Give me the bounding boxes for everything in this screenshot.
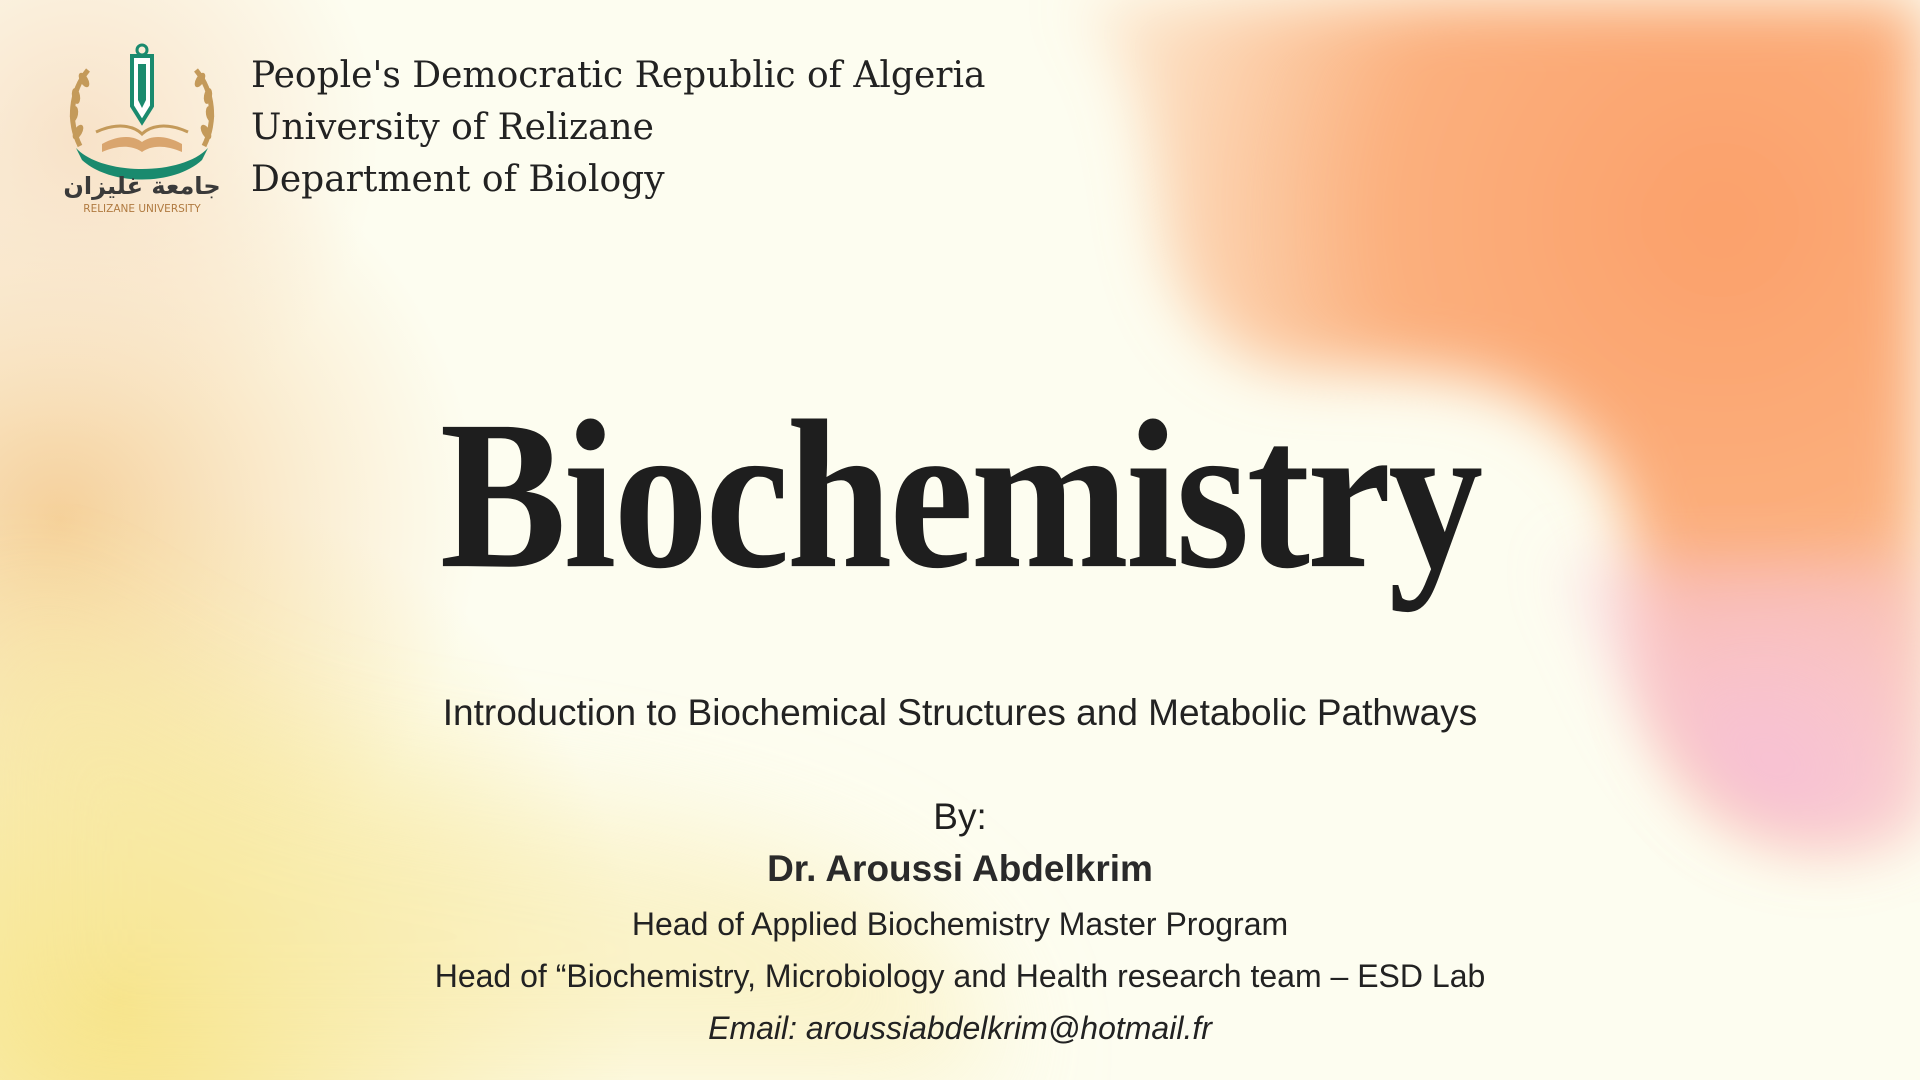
page-title: Biochemistry [439,378,1481,614]
svg-text:جامعة غليزان: جامعة غليزان [63,172,221,200]
author-name: Dr. Aroussi Abdelkrim [767,848,1153,889]
header-institution [251,50,985,206]
author-role-team: Head of “Biochemistry, Microbiology and Health research team – ESD Lab [434,958,1486,994]
subtitle: Introduction to Biochemical Structures and Metabolic Pathways [442,692,1478,733]
author-role-master: Head of Applied Biochemistry Master Program [631,906,1289,942]
header-country: People's Democratic Republic of Algeria [251,55,986,96]
university-logo [62,36,222,220]
svg-text:RELIZANE UNIVERSITY: RELIZANE UNIVERSITY [83,203,201,215]
header-department: Department of Biology [251,159,665,200]
by-label: By: [933,796,987,837]
header-university: University of Relizane [251,107,654,148]
author-email: Email: aroussiabdelkrim@hotmail.fr [708,1010,1212,1046]
